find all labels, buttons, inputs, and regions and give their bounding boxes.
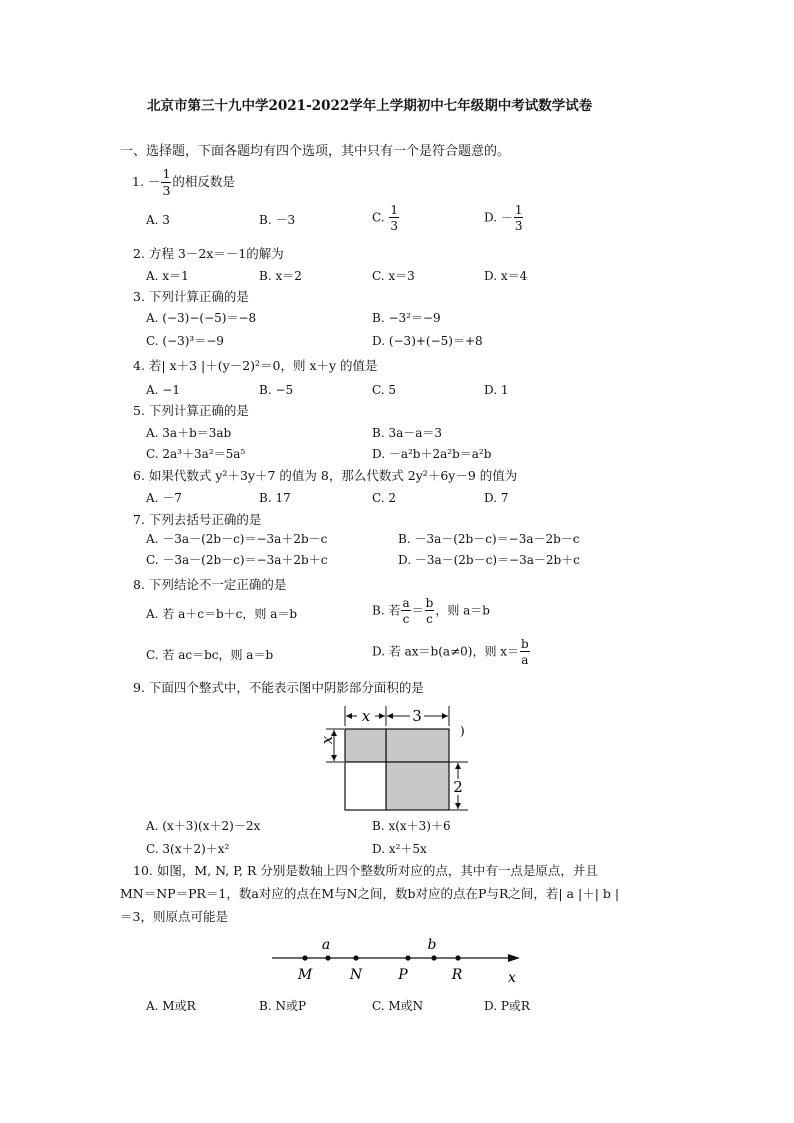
point-a [325,955,330,960]
label-x-top: x [361,707,371,725]
label-m: M [297,967,313,983]
option-b: B. x(x＋3)＋6 [372,819,451,833]
option-a: A. －7 [146,491,182,505]
option-b: B. −3²＝−9 [372,311,441,325]
question-10-line-3: ＝3，则原点可能是 [120,909,228,924]
equals-sign: ＝ [411,603,424,618]
question-5-stem: 5. 下列计算正确的是 [133,403,249,418]
option-a: A. M或R [146,999,196,1013]
option-b: B. −5 [259,383,294,397]
fraction-denominator: c [402,612,410,626]
question-10-line-1: 10. 如图，M, N, P, R 分别是数轴上四个整数所对应的点，其中有一点是原点，并且 [133,863,598,878]
question-number: 1. [132,174,144,189]
question-2-stem: 2. 方程 3－2x＝－1的解为 [133,246,284,261]
question-1-stem [132,168,235,197]
minus-sign: － [147,174,161,189]
fraction-denominator: 3 [390,219,399,233]
question-10-line-2: MN＝NP＝PR＝1，数a对应的点在M与N之间，数b对应的点在P与R之间，若| a |＋| b | [120,886,620,901]
option-a: A. 3a＋b＝3ab [146,426,232,440]
option-a: A. 若 a＋c＝b＋c，则 a＝b [146,607,298,621]
axis-arrow [508,954,520,962]
page-title: 北京市第三十九中学2021-2022学年上学期初中七年级期中考试数学试卷 [147,98,593,114]
question-text: 的相反数是 [172,174,235,189]
option-c [372,204,400,232]
fraction [401,597,410,625]
option-d: D. 7 [484,491,509,505]
fraction-denominator: 3 [514,219,523,233]
fraction-numerator: 1 [390,203,399,217]
arrow-head [346,713,352,719]
label-x-left: x [318,735,336,745]
point-b [431,955,436,960]
question-6-stem: 6. 如果代数式 y²＋3y＋7 的值为 8，那么代数式 2y²＋6y－9 的值为 [133,468,518,483]
fraction [514,204,524,232]
option-c: C. －3a－(2b－c)＝−3a＋2b＋c [146,553,328,567]
arrow-head [331,730,337,736]
option-b: B. －3a－(2b－c)＝−3a－2b－c [398,532,580,546]
option-d: D. 1 [484,383,509,397]
fraction-numerator: b [521,637,529,651]
shaded-top-left [345,729,386,762]
label-b: b [427,937,437,953]
fraction-numerator: 1 [514,203,523,217]
option-b: B. 3a－a＝3 [372,426,443,440]
option-b: B. －3 [259,213,296,227]
option-label: C. [372,210,385,225]
option-a: A. －3a－(2b－c)＝−3a＋2b－c [146,532,328,546]
point-r [455,955,460,960]
label-3: 3 [412,707,422,725]
option-d [372,638,531,666]
option-d: D. －a²b＋2a²b＝a²b [372,447,492,461]
option-b: B. 17 [259,491,291,505]
number-line-figure [268,930,528,985]
label-x-axis: x [508,970,516,985]
fraction [425,597,435,625]
fraction [389,204,399,232]
fraction-denominator: 3 [162,182,171,198]
option-c: C. x＝3 [372,269,415,283]
point-p [405,955,410,960]
fraction [161,168,171,197]
option-d: D. P或R [484,999,530,1013]
fraction-numerator: b [425,596,434,610]
option-d: D. x²＋5x [372,842,427,856]
option-d: D. x＝4 [484,269,528,283]
option-a: A. (−3)−(−5)＝−8 [146,311,257,325]
arrow-head [442,713,448,719]
point-n [353,955,358,960]
arrow-head [455,763,461,769]
fraction-denominator: c [426,612,433,626]
question-4-stem: 4. 若| x＋3 |＋(y－2)²＝0，则 x＋y 的值是 [133,358,378,373]
fraction-denominator: a [521,653,529,667]
area-figure [318,704,478,816]
question-8-stem: 8. 下列结论不一定正确的是 [133,577,287,592]
question-7-stem: 7. 下列去括号正确的是 [133,512,262,527]
option-label: B. 若 [372,603,401,618]
option-b: B. x＝2 [259,269,302,283]
unshaded-bottom-left [345,762,386,810]
option-b [372,597,490,625]
option-d: D. －3a－(2b－c)＝−3a－2b＋c [398,553,580,567]
option-d: D. (−3)+(−5)＝+8 [372,334,483,348]
option-a: A. x＝1 [146,269,189,283]
label-n: N [349,967,363,983]
option-a: A. −1 [146,383,180,397]
arrow-head [387,713,393,719]
stray-paren: ) [460,724,465,738]
label-a: a [321,937,331,953]
shaded-bottom-right [386,762,449,810]
arrow-head [331,755,337,761]
question-9-stem: 9. 下面四个整式中，不能表示图中阴影部分面积的是 [133,680,424,695]
label-p: P [398,967,408,983]
option-c: C. 5 [372,383,397,397]
option-a: A. 3 [146,213,170,227]
option-c: C. M或N [372,999,424,1013]
option-c: C. 若 ac＝bc，则 a＝b [146,648,274,662]
option-text: D. 若 ax＝b(a≠0)，则 x＝ [372,644,520,659]
option-b: B. N或P [259,999,307,1013]
fraction-numerator: 1 [162,166,171,181]
section-header: 一、选择题，下面各题均有四个选项，其中只有一个是符合题意的。 [120,144,511,159]
fraction [520,638,530,666]
arrow-head [455,803,461,809]
option-d [484,204,524,232]
arrow-head [379,713,385,719]
label-r: R [451,967,463,983]
option-text: ，则 a＝b [435,603,490,618]
option-c: C. 2a³＋3a²＝5a⁵ [146,447,246,461]
label-2: 2 [453,778,463,796]
option-a: A. (x＋3)(x＋2)－2x [146,819,261,833]
option-c: C. 3(x＋2)＋x² [146,842,230,856]
option-c: C. (−3)³＝−9 [146,334,224,348]
option-c: C. 2 [372,491,397,505]
shaded-top-right [386,729,449,762]
question-3-stem: 3. 下列计算正确的是 [133,289,249,304]
point-m [302,955,307,960]
fraction-numerator: a [402,596,410,610]
option-label: D. － [484,210,513,225]
